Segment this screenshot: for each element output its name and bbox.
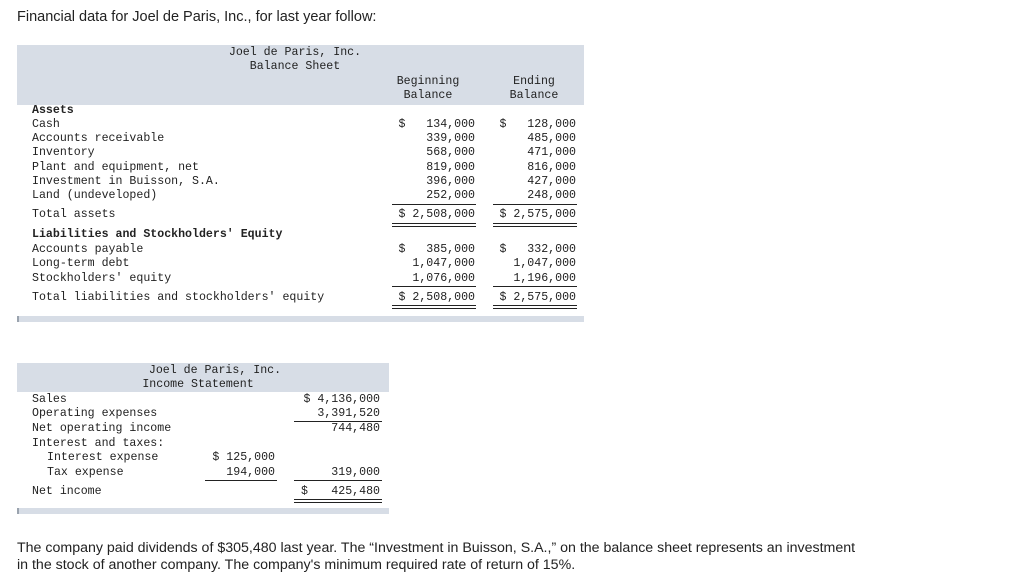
row-label: Investment in Buisson, S.A. <box>32 175 220 188</box>
opex-value: 3,391,520 <box>317 407 380 420</box>
row-begin: 1,076,000 <box>412 272 475 285</box>
total-assets-label: Total assets <box>32 208 116 221</box>
noi-label: Net operating income <box>32 422 172 435</box>
rule <box>392 204 476 205</box>
row-end: 427,000 <box>527 175 576 188</box>
bs-company: Joel de Paris, Inc. <box>228 46 362 59</box>
row-label: Accounts payable <box>32 243 144 256</box>
is-company: Joel de Paris, Inc. <box>148 364 282 377</box>
is-title: Income Statement <box>142 378 254 391</box>
balance-sheet-footer <box>17 316 584 322</box>
total-assets-end: $ 2,575,000 <box>499 208 576 221</box>
row-end: $ 128,000 <box>499 118 576 131</box>
rule <box>493 286 577 287</box>
col-begin-2: Balance <box>403 89 453 102</box>
row-label: Cash <box>32 118 60 131</box>
opex-label: Operating expenses <box>32 407 158 420</box>
interest-value: $ 125,000 <box>212 451 275 464</box>
row-end: 248,000 <box>527 189 576 202</box>
row-label: Long-term debt <box>32 257 130 270</box>
row-begin: $ 134,000 <box>398 118 475 131</box>
row-begin: 339,000 <box>426 132 475 145</box>
outro-line-2: in the stock of another company. The company's minimum required rate of return of 15%. <box>17 557 576 573</box>
row-begin: 252,000 <box>426 189 475 202</box>
row-label: Plant and equipment, net <box>32 161 199 174</box>
row-begin: 1,047,000 <box>412 257 475 270</box>
rule <box>294 480 382 481</box>
sales-value: $ 4,136,000 <box>303 393 380 406</box>
net-income-value: 425,480 <box>331 485 380 498</box>
row-begin: 568,000 <box>426 146 475 159</box>
liab-heading: Liabilities and Stockholders' Equity <box>32 228 283 241</box>
row-end: 816,000 <box>527 161 576 174</box>
double-rule <box>493 223 577 227</box>
row-end: $ 332,000 <box>499 243 576 256</box>
row-end: 1,047,000 <box>513 257 576 270</box>
row-label: Accounts receivable <box>32 132 165 145</box>
row-begin: 819,000 <box>426 161 475 174</box>
row-end: 1,196,000 <box>513 272 576 285</box>
net-income-label: Net income <box>32 485 102 498</box>
tax-value: 194,000 <box>226 466 275 479</box>
sales-label: Sales <box>32 393 67 406</box>
row-label: Land (undeveloped) <box>32 189 158 202</box>
row-begin: 396,000 <box>426 175 475 188</box>
noi-value: 744,480 <box>331 422 380 435</box>
net-income-dollar: $ <box>301 485 308 498</box>
rule <box>392 286 476 287</box>
rule <box>493 204 577 205</box>
row-label: Inventory <box>32 146 95 159</box>
interest-label: Interest expense <box>47 451 159 464</box>
col-end-1: Ending <box>513 75 555 88</box>
bs-title: Balance Sheet <box>249 60 341 73</box>
total-assets-begin: $ 2,508,000 <box>398 208 475 221</box>
double-rule <box>294 499 382 503</box>
double-rule <box>493 305 577 309</box>
assets-heading: Assets <box>32 104 74 117</box>
outro-line-1: The company paid dividends of $305,480 last year. The “Investment in Buisson, S.A.,” on the balance sheet represents an investment <box>17 540 856 556</box>
total-liab-begin: $ 2,508,000 <box>398 291 475 304</box>
income-statement-footer <box>17 508 389 514</box>
outro-text <box>17 540 997 574</box>
int-taxes-total: 319,000 <box>331 466 380 479</box>
double-rule <box>392 305 476 309</box>
double-rule <box>392 223 476 227</box>
row-begin: $ 385,000 <box>398 243 475 256</box>
total-liab-label: Total liabilities and stockholders' equity <box>32 291 325 304</box>
rule <box>205 480 277 481</box>
int-taxes-label: Interest and taxes: <box>32 437 165 450</box>
row-end: 485,000 <box>527 132 576 145</box>
total-liab-end: $ 2,575,000 <box>499 291 576 304</box>
col-begin-1: Beginning <box>396 75 460 88</box>
row-label: Stockholders' equity <box>32 272 172 285</box>
intro-text: Financial data for Joel de Paris, Inc., for last year follow: <box>17 9 377 25</box>
tax-label: Tax expense <box>47 466 124 479</box>
col-end-2: Balance <box>509 89 559 102</box>
row-end: 471,000 <box>527 146 576 159</box>
